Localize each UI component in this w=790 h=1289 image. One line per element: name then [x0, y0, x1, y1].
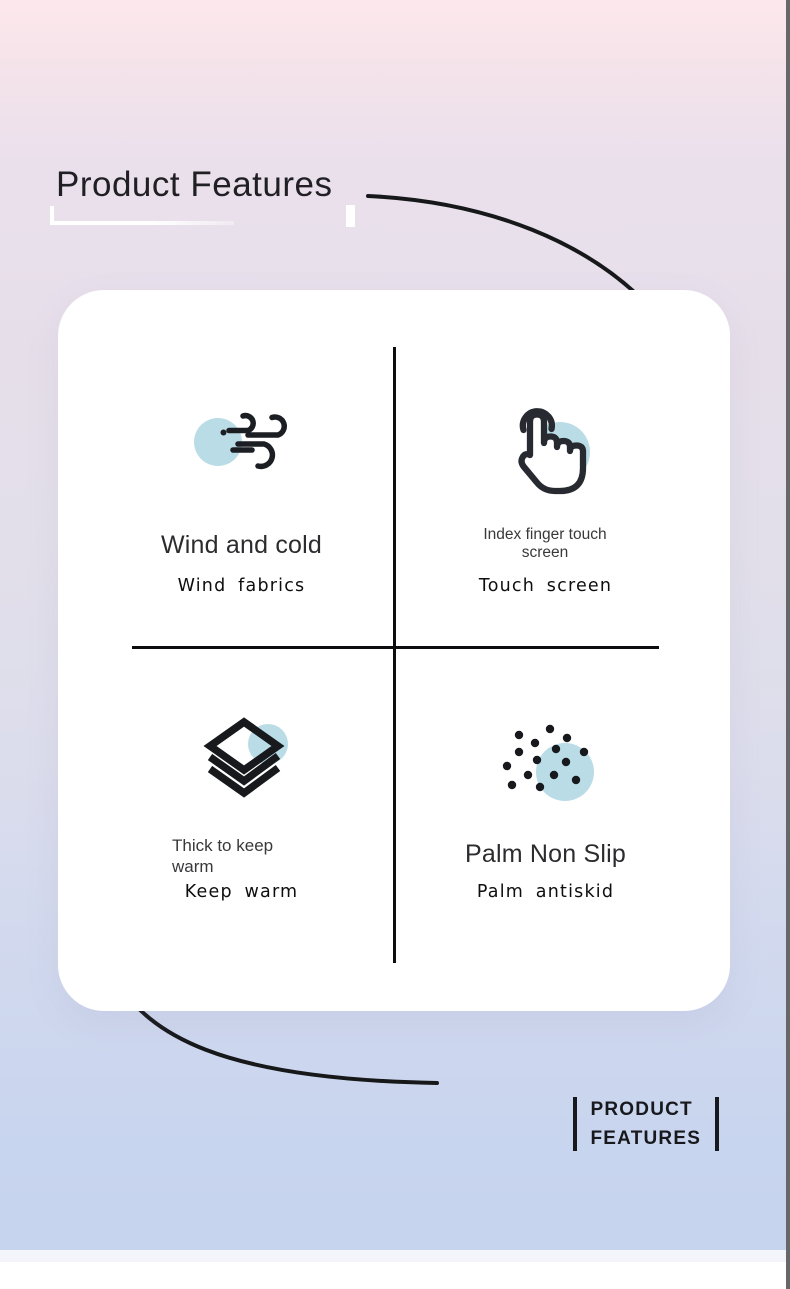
card-divider-horizontal — [132, 646, 659, 649]
feature-subtitle-wind: Wind fabrics — [177, 576, 306, 596]
feature-title-warm: Thick to keep warm — [172, 836, 274, 876]
scrollbar[interactable] — [786, 0, 790, 1289]
card-divider-vertical — [393, 347, 396, 963]
feature-title-antiskid: Palm Non Slip — [465, 840, 626, 868]
title-accent-bar — [346, 205, 355, 227]
title-underline — [50, 221, 234, 225]
feature-subtitle-touch: Touch screen — [478, 576, 613, 596]
tagline-right-bar — [715, 1097, 719, 1151]
tagline-line1: PRODUCT — [590, 1099, 693, 1120]
page-title: Product Features — [56, 165, 333, 204]
footer-tagline — [573, 1096, 719, 1152]
tagline-left-bar — [573, 1097, 577, 1151]
wind-icon — [193, 398, 298, 483]
feature-subtitle-warm: Keep warm — [184, 882, 299, 902]
feature-title-wind: Wind and cold — [160, 531, 323, 559]
layers-icon — [198, 712, 290, 797]
title-underline-tick — [50, 206, 54, 225]
tap-finger-icon — [498, 400, 608, 500]
feature-title-touch: Index finger touch screen — [483, 526, 607, 561]
antiskid-dots-icon — [488, 712, 593, 797]
feature-subtitle-antiskid: Palm antiskid — [476, 882, 615, 902]
background-bottom-strip — [0, 1250, 790, 1262]
tagline-line2: FEATURES — [590, 1128, 702, 1149]
